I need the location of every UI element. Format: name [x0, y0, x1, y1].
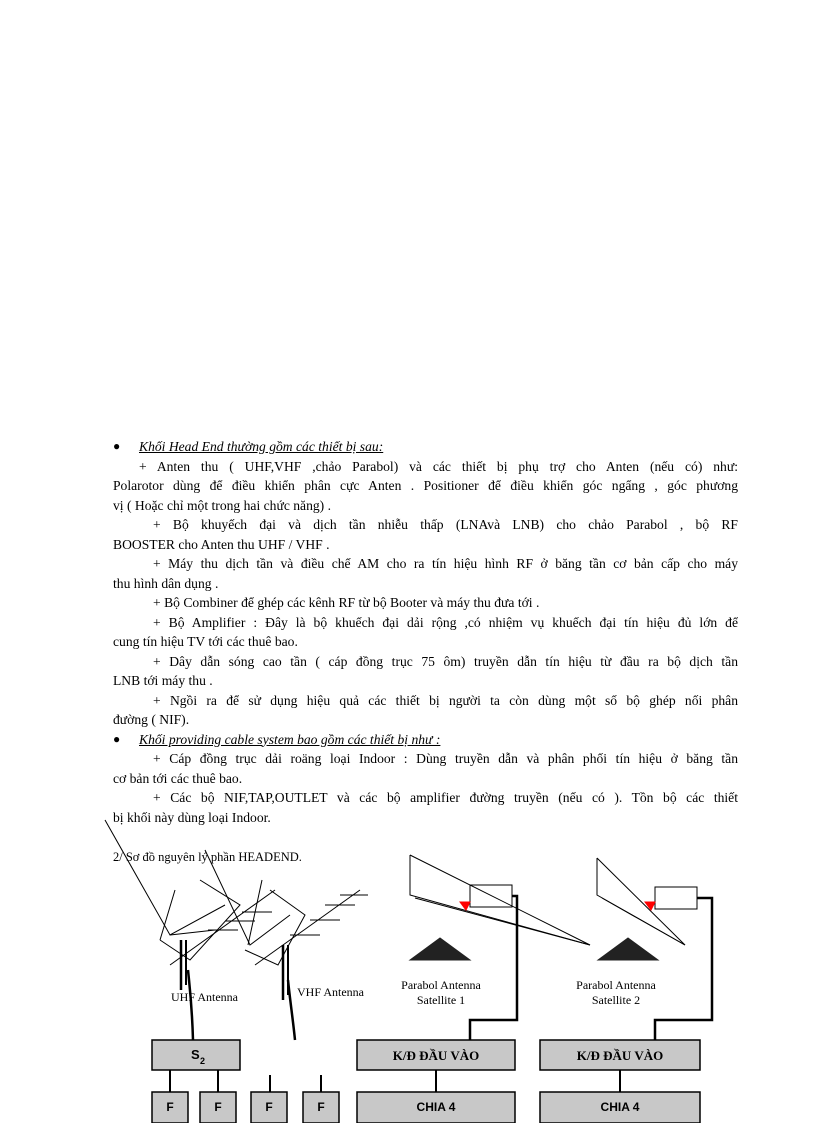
vhf-antenna-icon — [205, 850, 368, 1040]
para-combiner-line-1: + Bộ Combiner để ghép các kênh RF từ bộ Booter và máy thu đưa tới . — [153, 595, 540, 610]
combiner-sub-label: 2 — [200, 1056, 206, 1066]
combiner-label: S — [191, 1047, 200, 1062]
heading-providing: Khối providing cable system bao gồm các thiết bị như : — [139, 731, 441, 747]
f-label-2: F — [214, 1100, 222, 1114]
para-lna-line-1: + Bộ khuyếch đại và dịch tần nhiễu thấp (LNAvà LNB) cho chảo Parabol , bộ RF — [153, 517, 738, 532]
dish-base-2-icon — [598, 938, 658, 960]
uhf-antenna-icon — [105, 820, 275, 1040]
kd-label-2: K/Đ ĐẦU VÀO — [576, 1048, 664, 1063]
sat1-label-line-2: Satellite 1 — [416, 993, 466, 1007]
sat2-label-line-2: Satellite 2 — [591, 993, 641, 1007]
heading-head-end: Khối Head End thường gồm các thiết bị sau: — [139, 439, 384, 454]
para-nif-line-2: đường ( NIF). — [113, 712, 190, 727]
para-antenna-line-3: vị ( Hoặc chỉ một trong hai chức năng) . — [113, 497, 332, 513]
para-antenna-line-2: Polarotor dùng để điều khiển phân cực Anten . Positioner để điều khiển góc ngẩng , góc phương — [113, 478, 738, 493]
bullet-icon: ● — [113, 731, 121, 746]
kd-label-1: K/Đ ĐẦU VÀO — [392, 1048, 480, 1063]
sat2-label-line-1: Parabol Antenna — [576, 978, 656, 992]
para-cable-line-1: + Dây dẫn sóng cao tần ( cáp đồng trục 75 ôm) truyền dẫn tín hiệu từ đầu ra bộ dịch tần — [153, 653, 738, 669]
chia-label-1: CHIA 4 — [416, 1100, 456, 1114]
section-heading: 2/ Sơ đồ nguyên lý phần HEADEND. — [113, 850, 302, 864]
para-receiver-line-1: + Máy thu dịch tần và điều chế AM cho ra tín hiệu hình RF ở băng tần cơ bản cấp cho máy — [153, 556, 738, 571]
para-lna-line-2: BOOSTER cho Anten thu UHF / VHF . — [113, 536, 330, 552]
para-amplifier-line-1: + Bộ Amplifier : Đây là bộ khuếch đại dải rộng ,có nhiệm vụ khuếch đại tín hiệu đủ lớn để — [153, 614, 738, 630]
f-label-1: F — [166, 1100, 174, 1114]
bullet-icon: ● — [113, 439, 121, 453]
para-nif-line-1: + Ngồi ra để sử dụng hiệu quả các thiết bị người ta còn dùng một số bộ ghép nối phân — [153, 692, 738, 708]
vhf-antenna-label: VHF Antenna — [297, 985, 364, 999]
para-coax-line-1: + Cáp đồng trục dải roäng loại Indoor : Dùng truyền dẫn và phân phối tín hiệu ở băng tần — [153, 751, 738, 766]
uhf-antenna-label: UHF Antenna — [171, 990, 238, 1004]
para-receiver-line-2: thu hình dân dụng . — [113, 575, 219, 591]
para-coax-line-2: cơ bản tới các thuê bao. — [113, 770, 243, 786]
para-cable-line-2: LNB tới máy thu . — [113, 673, 213, 688]
f-label-4: F — [317, 1100, 325, 1114]
dish-base-1-icon — [410, 938, 470, 960]
sat1-label-line-1: Parabol Antenna — [401, 978, 481, 992]
para-tap-line-2: bị khối này dùng loại Indoor. — [113, 809, 271, 825]
chia-label-2: CHIA 4 — [600, 1100, 640, 1114]
para-tap-line-1: + Các bộ NIF,TAP,OUTLET và các bộ amplifier đường truyền (nếu có ). Tồn bộ các thiết — [153, 790, 738, 805]
para-antenna-line-1: + Anten thu ( UHF,VHF ,chảo Parabol) và các thiết bị phụ trợ cho Anten (nếu có) như: — [139, 458, 738, 474]
f-label-3: F — [265, 1100, 273, 1114]
para-amplifier-line-2: cung tín hiệu TV tới các thuê bao. — [113, 634, 298, 649]
